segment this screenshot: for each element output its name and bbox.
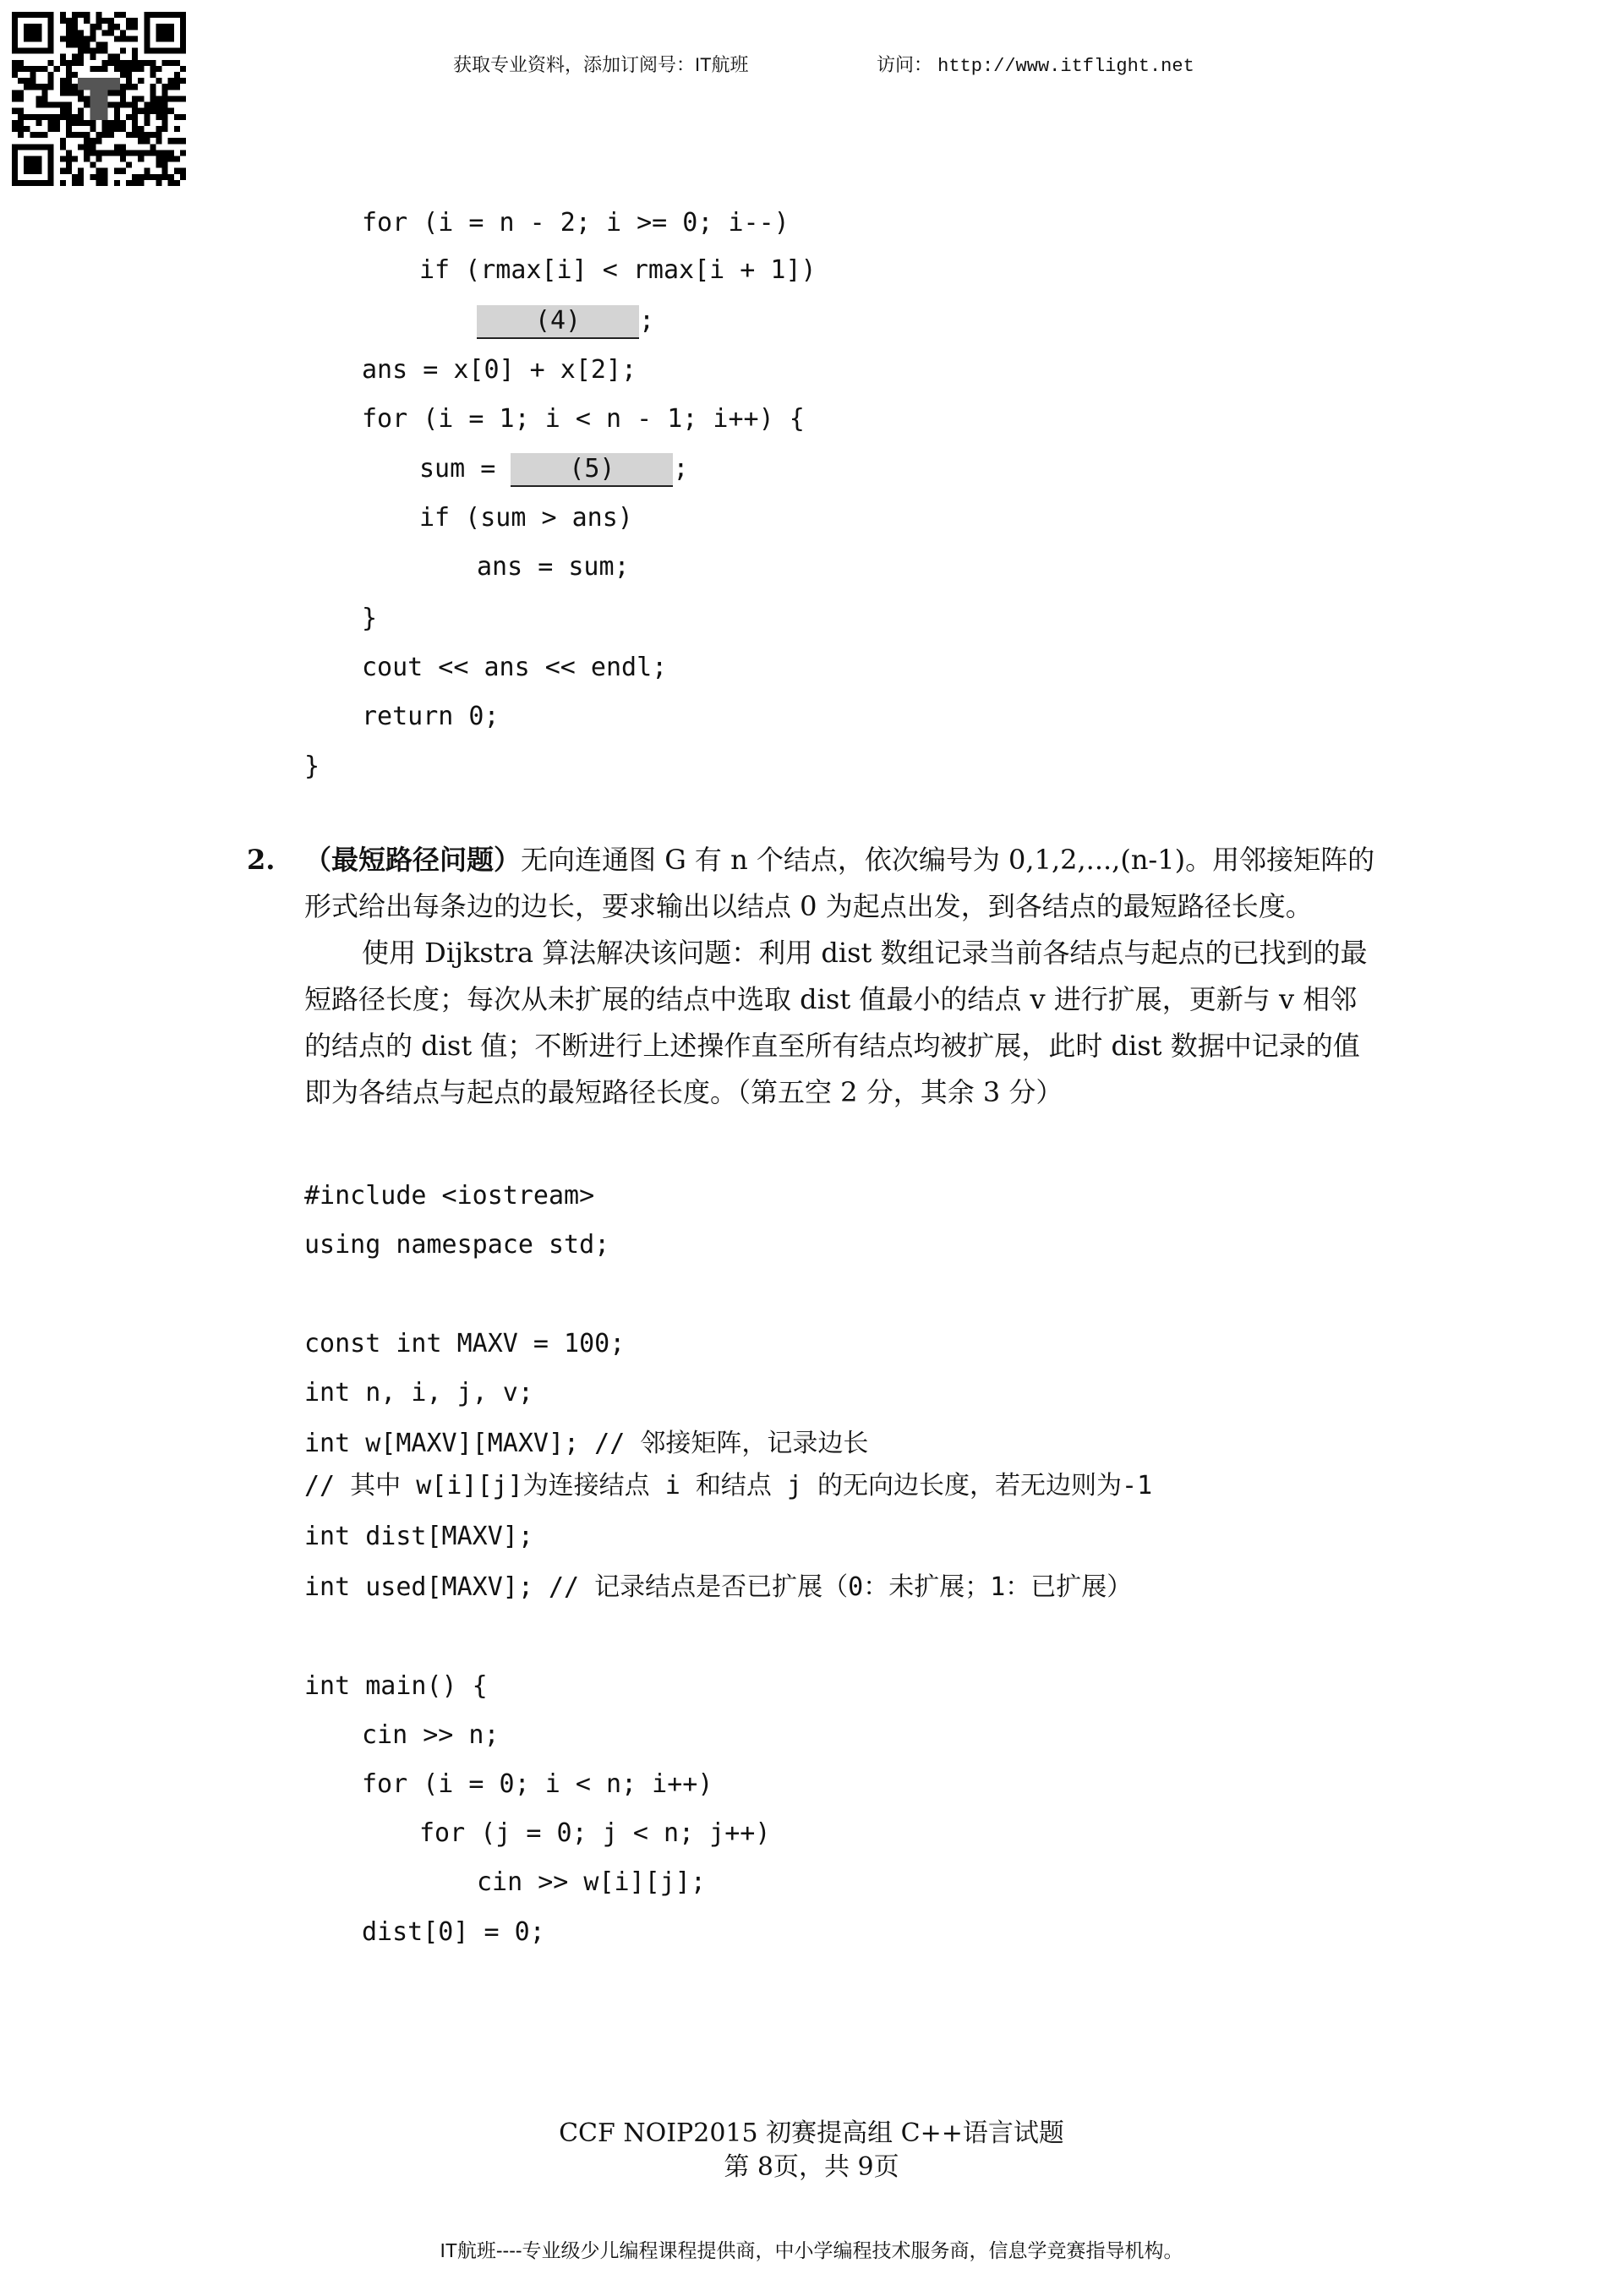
code-line: if (rmax[i] < rmax[i + 1]) [419,255,817,285]
code-text: sum = [419,454,511,484]
page-header [0,51,1623,78]
code-line: const int MAXV = 100; [304,1329,626,1358]
question-line-1-text: 无向连通图 G 有 n 个结点，依次编号为 0,1,2,...,(n-1)。用邻接矩阵的 [521,844,1375,876]
code-line: for (i = 0; i < n; i++) [362,1769,713,1799]
header-visit-label: 访问： [877,54,933,75]
code-line: } [304,752,320,781]
question-line-4: 短路径长度；每次从未扩展的结点中选取 dist 值最小的结点 v 进行扩展，更新与 v 相邻 [304,983,1358,1015]
code-line [419,452,688,487]
code-line: int w[MAXV][MAXV]; // 邻接矩阵，记录边长 [304,1429,869,1458]
code-line: for (j = 0; j < n; j++) [419,1818,771,1848]
code-line: for (i = 1; i < n - 1; i++) { [362,404,805,434]
code-line: if (sum > ans) [419,503,633,533]
code-line: int main() { [304,1671,488,1701]
question-line-5: 的结点的 dist 值；不断进行上述操作直至所有结点均被扩展，此时 dist 数据中记录的值 [304,1030,1360,1062]
code-line: ans = x[0] + x[2]; [362,355,637,385]
question-line-1 [304,837,1374,883]
code-text: ; [639,306,655,336]
header-visit [877,51,1194,77]
qr-code-icon [12,12,186,186]
code-line: int n, i, j, v; [304,1378,533,1408]
code-line: #include <iostream> [304,1181,595,1211]
code-line: cin >> n; [362,1720,500,1750]
question-line-6: 即为各结点与起点的最短路径长度。（第五空 2 分，其余 3 分） [304,1076,1063,1108]
footer-page-number: 第 8页，共 9页 [724,2152,899,2182]
code-line: for (i = n - 2; i >= 0; i--) [362,208,790,238]
code-line: cin >> w[i][j]; [477,1867,706,1897]
code-line: int dist[MAXV]; [304,1522,533,1551]
code-line: dist[0] = 0; [362,1917,545,1947]
footer-organization: IT航班----专业级少儿编程课程提供商，中小学编程技术服务商，信息学竞赛指导机构。 [440,2239,1183,2261]
answer-blank[interactable]: (5) [511,453,673,487]
header-subscribe-text: 获取专业资料，添加订阅号：IT航班 [453,54,749,75]
answer-blank[interactable]: (4) [477,305,639,339]
code-line: cout << ans << endl; [362,653,668,682]
code-line: using namespace std; [304,1230,610,1260]
question-line-2: 形式给出每条边的边长，要求输出以结点 0 为起点出发，到各结点的最短路径长度。 [304,890,1313,922]
code-line: return 0; [362,702,500,731]
code-line [477,304,654,339]
code-line: } [362,604,378,633]
code-text: ; [673,454,689,484]
question-line-3: 使用 Dijkstra 算法解决该问题：利用 dist 数组记录当前各结点与起点的已找到的最 [362,937,1368,969]
question-number: 2. [247,844,276,876]
footer-exam-title: CCF NOIP2015 初赛提高组 C++语言试题 [559,2118,1064,2148]
question-title: （最短路径问题） [304,844,522,876]
code-line: int used[MAXV]; // 记录结点是否已扩展（0：未扩展；1：已扩展） [304,1572,1133,1602]
code-line: // 其中 w[i][j]为连接结点 i 和结点 j 的无向边长度，若无边则为-1 [304,1471,1153,1501]
header-url-link[interactable]: http://www.itflight.net [937,56,1194,77]
code-line: ans = sum; [477,552,630,582]
